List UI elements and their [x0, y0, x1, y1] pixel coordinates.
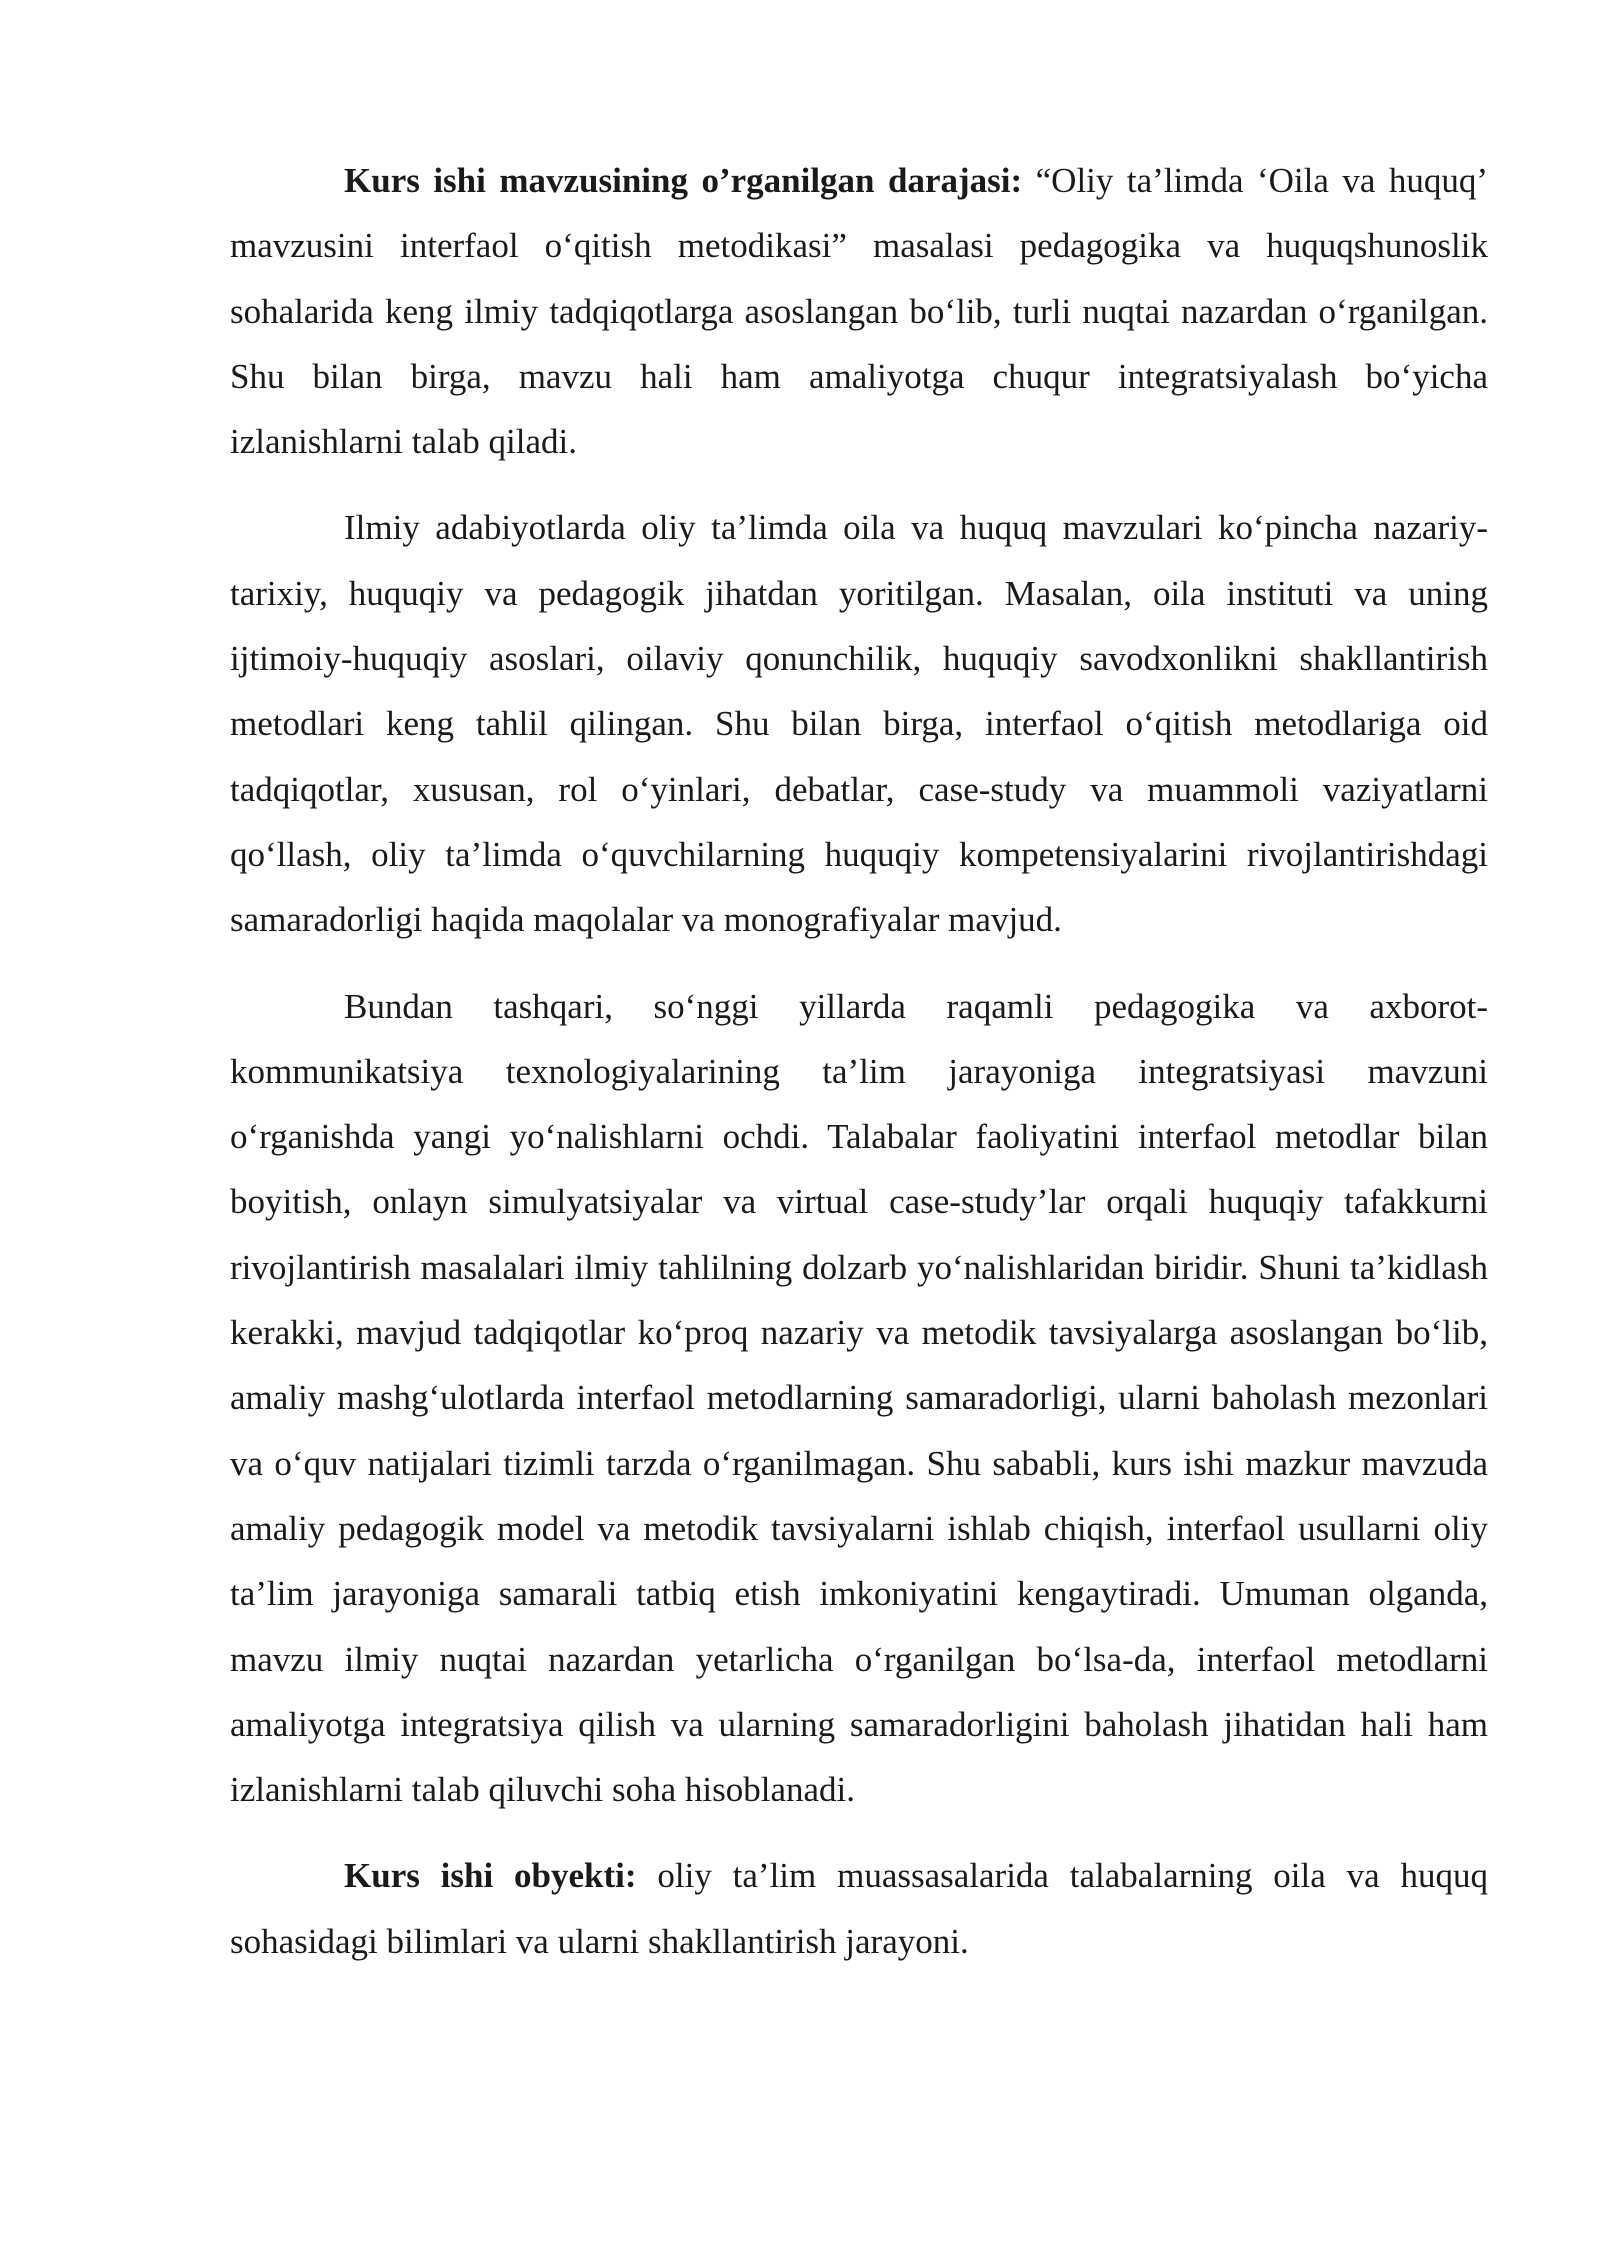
paragraph-course-object — [230, 1843, 1488, 1974]
paragraph-digital-pedagogy — [230, 974, 1488, 1823]
paragraph-heading: Kurs ishi obyekti: — [344, 1856, 637, 1896]
paragraph-text: “Oliy ta’limda ‘Oila va huquq’ mavzusini interfaol o‘qitish metodikasi” masalasi pedagogika va huquqshunoslik sohalarida keng ilmiy tadqiqotlarga asoslangan bo‘lib, turli nuqtai nazardan o‘rganilgan. Shu bilan birga, mavzu hali ham amaliyotga chuqur integratsiyalash bo‘yicha izlanishlarni talab qiladi. — [230, 161, 1489, 462]
paragraph-text: Bundan tashqari, so‘nggi yillarda raqamli pedagogika va axborot-kommunikatsiya texnologiyalarining ta’lim jarayoniga integratsiyasi mavzuni o‘rganishda yangi yo‘nalishlarni ochdi. Talabalar faoliyatini interfaol metodlar bilan boyitish, onlayn simulyatsiyalar va virtual case-study’lar orqali huquqiy tafakkurni rivojlantirish masalalari ilmiy tahlilning dolzarb yo‘nalishlaridan biridir. Shuni ta’kidlash kerakki, mavjud tadqiqotlar ko‘proq nazariy va metodik tavsiyalarga asoslangan bo‘lib, amaliy mashg‘ulotlarda interfaol metodlarning samaradorligi, ularni baholash mezonlari va o‘quv natijalari tizimli tarzda o‘rganilmagan. Shu sababli, kurs ishi mazkur mavzuda amaliy pedagogik model va metodik tavsiyalarni ishlab chiqish, interfaol usullarni oliy ta’lim jarayoniga samarali tatbiq etish imkoniyatini kengaytiradi. Umuman olganda, mavzu ilmiy nuqtai nazardan yetarlicha o‘rganilgan bo‘lsa-da, interfaol metodlarni amaliyotga integratsiya qilish va ularning samaradorligini baholash jihatidan hali ham izlanishlarni talab qiluvchi soha hisoblanadi. — [230, 986, 1488, 1810]
document-body — [230, 148, 1488, 1974]
paragraph-literature — [230, 495, 1488, 952]
paragraph-text: Ilmiy adabiyotlarda oliy ta’limda oila va huquq mavzulari ko‘pincha nazariy-tarixiy, huquqiy va pedagogik jihatdan yoritilgan. Masalan, oila instituti va uning ijtimoiy-huquqiy asoslari, oilaviy qonunchilik, huquqiy savodxonlikni shakllantirish metodlari keng tahlil qilingan. Shu bilan birga, interfaol o‘qitish metodlariga oid tadqiqotlar, xususan, rol o‘yinlari, debatlar, case-study va muammoli vaziyatlarni qo‘llash, oliy ta’limda o‘quvchilarning huquqiy kompetensiyalarini rivojlantirishdagi samaradorligi haqida maqolalar va monografiyalar mavjud. — [230, 508, 1488, 940]
paragraph-heading: Kurs ishi mavzusining o’rganilgan darajasi: — [344, 161, 1023, 200]
paragraph-text: oliy ta’lim muassasalarida talabalarning oila va huquq sohasidagi bilimlari va ularni shakllantirish jarayoni. — [230, 1856, 1488, 1961]
paragraph-research-level — [230, 148, 1488, 474]
